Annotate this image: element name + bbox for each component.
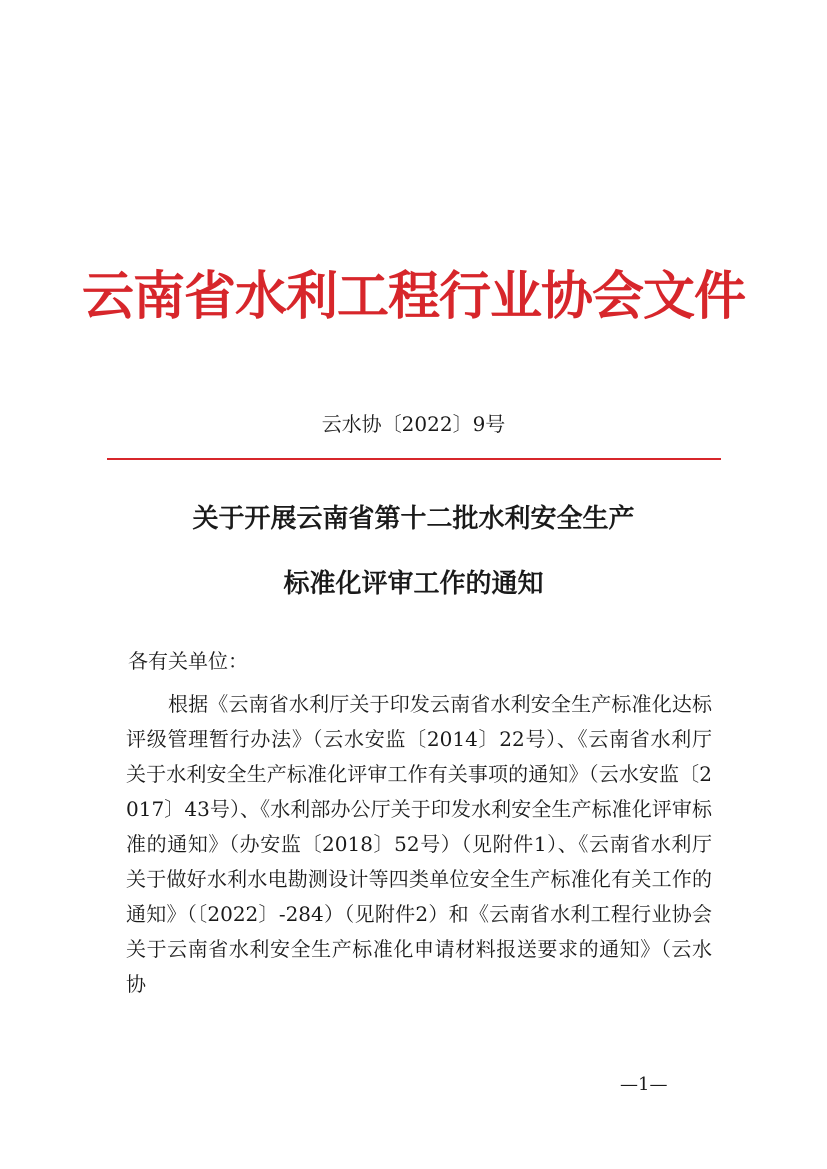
salutation: 各有关单位： [128, 649, 248, 673]
page-number: —1— [620, 1074, 668, 1095]
title-line-1: 关于开展云南省第十二批水利安全生产 [192, 504, 635, 534]
header-divider [107, 458, 721, 460]
document-header: 云南省水利工程行业协会文件 [81, 266, 745, 327]
title-line-2: 标准化评审工作的通知 [283, 569, 544, 599]
document-number: 云水协〔2022〕9号 [321, 412, 506, 436]
body-paragraph: 根据《云南省水利厅关于印发云南省水利安全生产标准化达标评级管理暂行办法》（云水安监〔2014〕22号）、《云南省水利厅关于水利安全生产标准化评审工作有关事项的通知》（云水安监〔2017〕43号）、《水利部办公厅关于印发水利安全生产标准化评审标准的通知》（办安监〔2018〕52号）（见附件1）、《云南省水利厅关于做好水利水电勘测设计等四类单位安全生产标准化有关工作的通知》（〔2022〕-284）（见附件2）和《云南省水利工程行业协会关于云南省水利安全生产标准化申请材料报送要求的通知》（云水协 [126, 692, 712, 996]
